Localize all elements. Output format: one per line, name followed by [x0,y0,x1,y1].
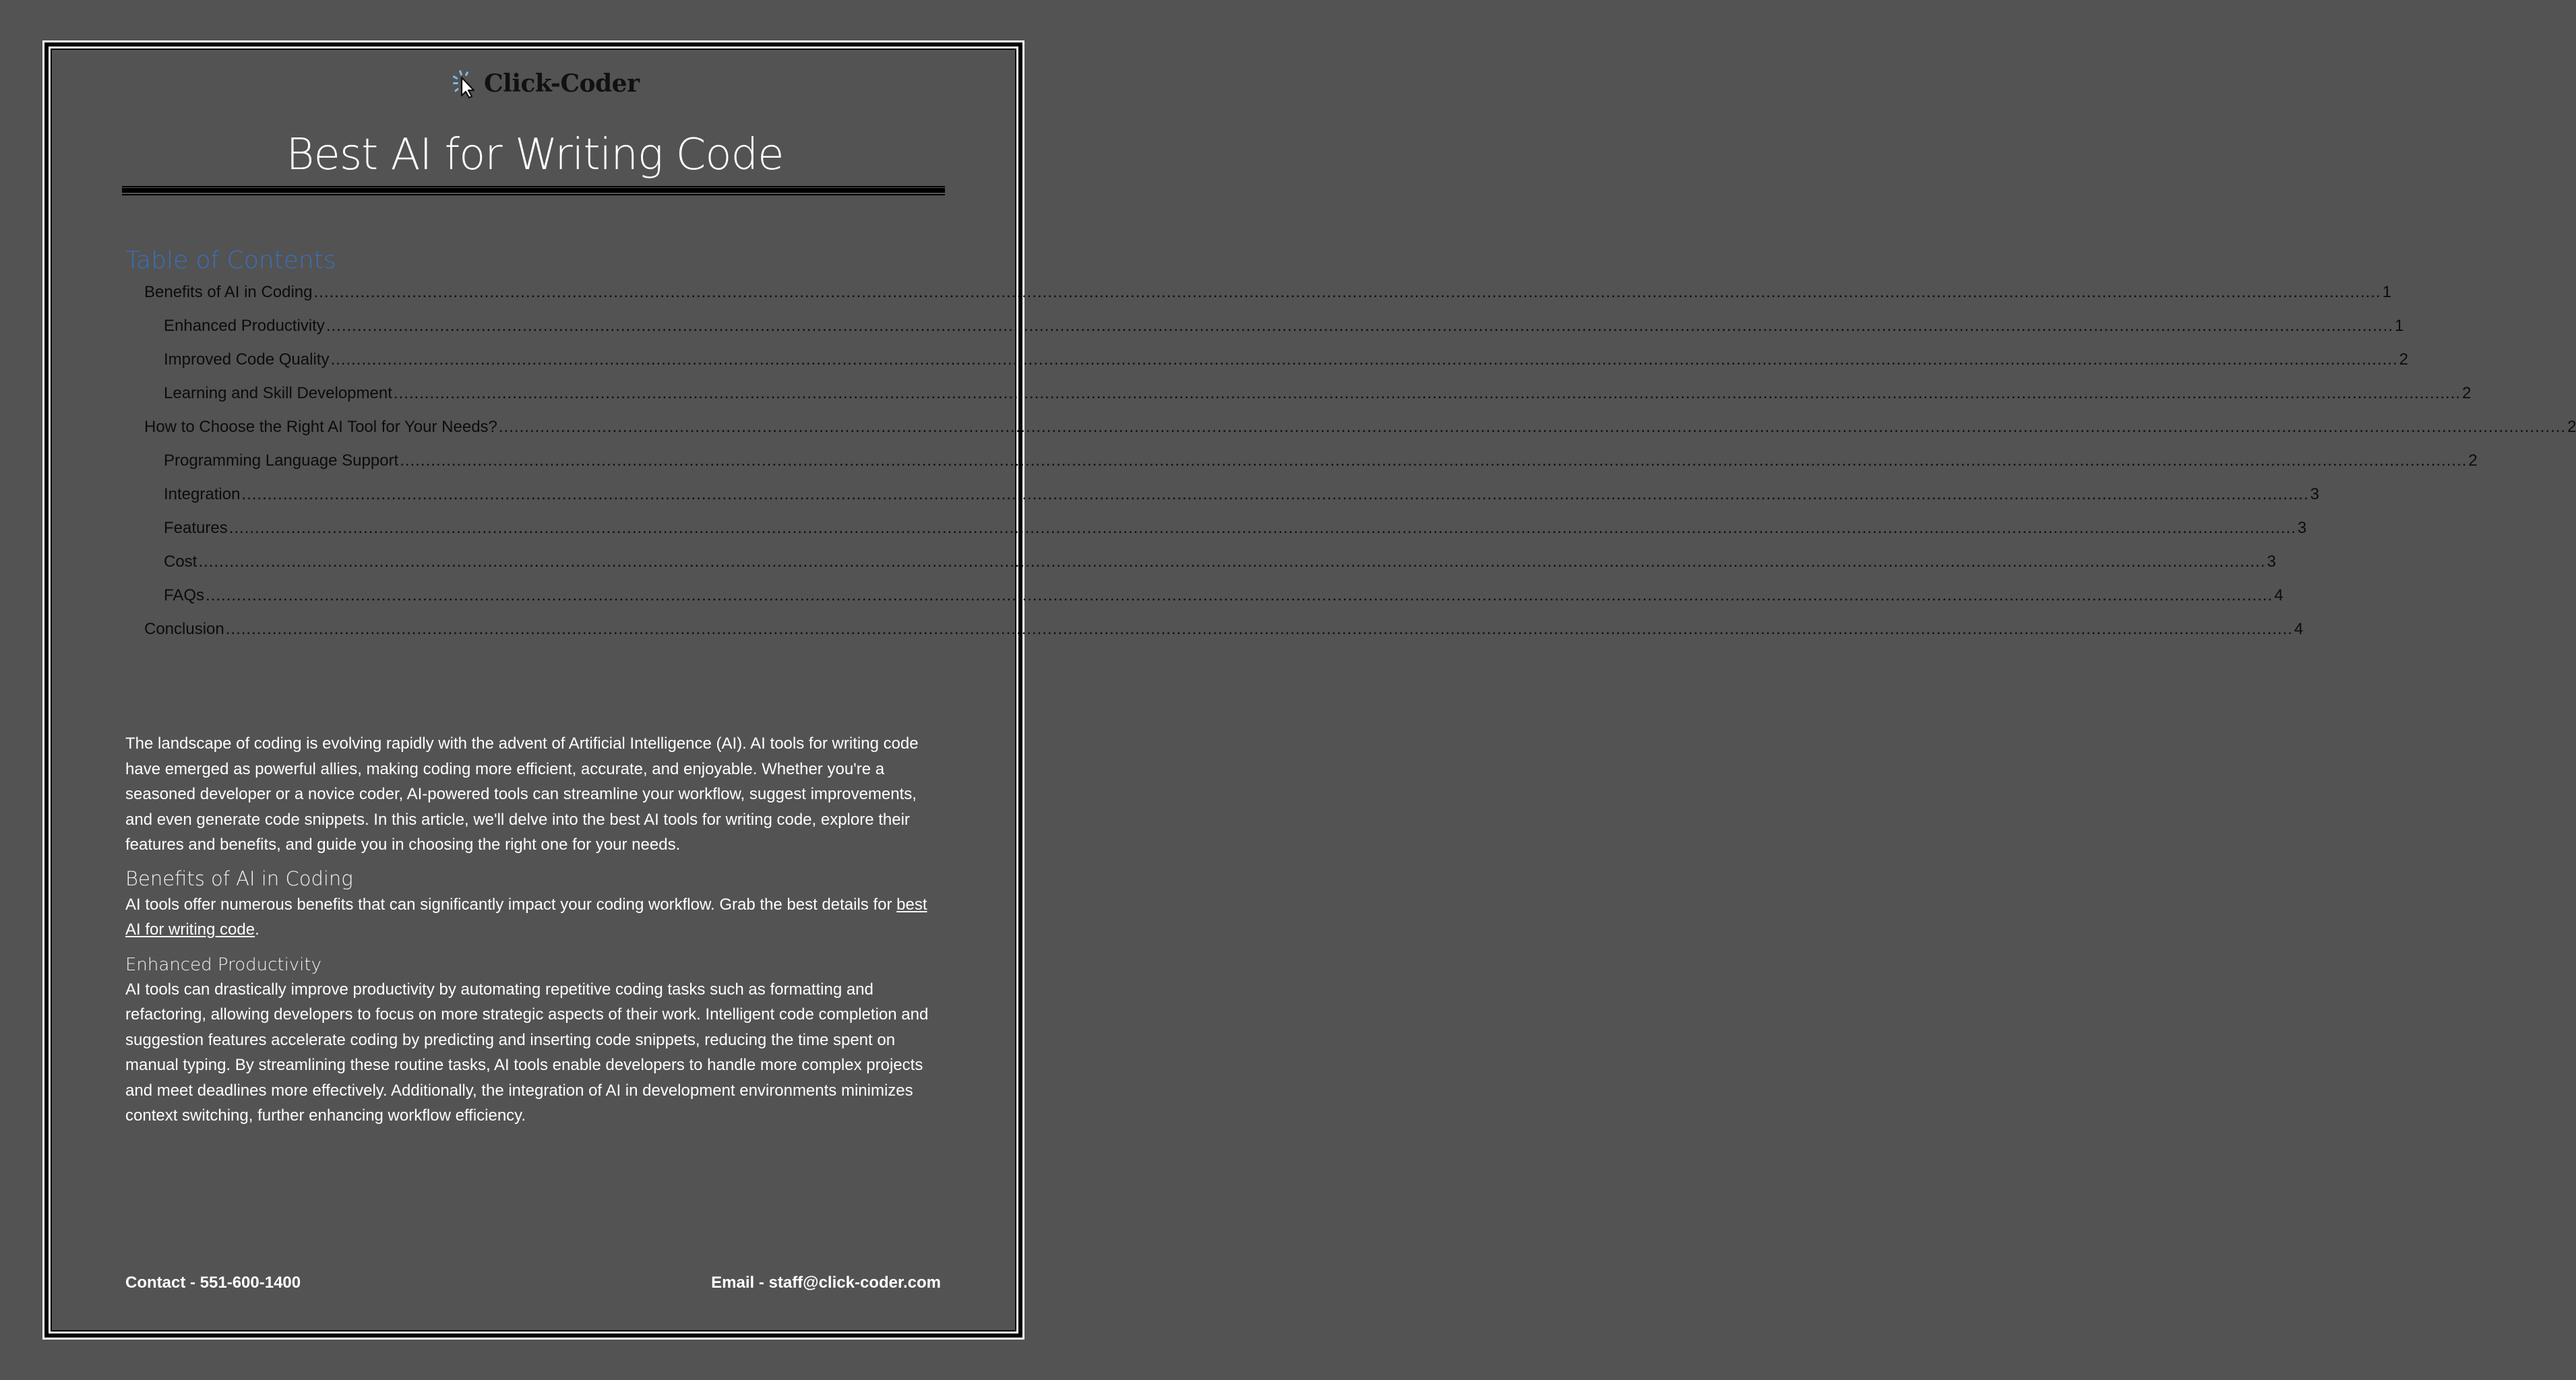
toc-leader-dots: ................................................................................................................................................................................................................................................................................................................................................................................................................ [393,384,2461,402]
benefits-text-end: . [255,920,259,939]
productivity-paragraph: AI tools can drastically improve productivity by automating repetitive coding tasks such as formatting and refactoring, allowing developers to focus on more strategic aspects of their work. Intelligent code completion and suggestion features accelerate coding by predicting and inserting code snippets, reducing the time spent on manual typing. By streamlining these routine tasks, AI tools enable developers to handle more complex projects and meet deadlines more effectively. Additionally, the integration of AI in development environments minimizes context switching, further enhancing workflow efficiency. [125,980,929,1125]
toc-item-integration[interactable] [164,478,2319,511]
toc-item-programming-language-support[interactable] [164,444,2478,478]
toc-item-label: Benefits of AI in Coding [144,283,313,301]
toc-item-label: Programming Language Support [164,451,399,470]
toc-item-label: Enhanced Productivity [164,317,325,335]
toc-item-page: 2 [2567,418,2576,436]
toc-item-page: 4 [2274,586,2283,604]
toc-item-improved-code-quality[interactable] [164,343,2408,377]
toc-leader-dots: ................................................................................................................................................................................................................................................................................................................................................................................................................ [313,283,2381,301]
best-ai-link[interactable]: best AI for writing code [125,895,927,939]
toc-leader-dots: ................................................................................................................................................................................................................................................................................................................................................................................................................ [400,451,2467,470]
toc-item-page: 1 [2382,283,2392,301]
page-title: Best AI for Writing Code [286,130,784,180]
toc-leader-dots: ................................................................................................................................................................................................................................................................................................................................................................................................................ [326,317,2393,335]
section-heading-benefits: Benefits of AI in Coding [125,867,353,890]
toc-item-label: Improved Code Quality [164,350,330,369]
toc-leader-dots: ................................................................................................................................................................................................................................................................................................................................................................................................................ [225,620,2293,638]
title-divider [122,186,945,197]
toc-item-page: 1 [2395,317,2404,335]
toc-leader-dots: ................................................................................................................................................................................................................................................................................................................................................................................................................ [198,553,2266,571]
page-border-innermost [51,49,1016,1331]
toc-item-label: Integration [164,485,241,503]
toc-item-enhanced-productivity[interactable] [164,309,2404,343]
toc-item-page: 2 [2462,384,2472,402]
logo-text: Click-Coder [484,69,640,98]
toc-item-label: Features [164,519,228,537]
section-heading-productivity: Enhanced Productivity [125,954,321,975]
toc-item-page: 4 [2294,620,2304,638]
toc-item-label: How to Choose the Right AI Tool for Your Needs? [144,418,497,436]
toc-leader-dots: ................................................................................................................................................................................................................................................................................................................................................................................................................ [206,586,2273,604]
footer-email[interactable]: Email - staff@click-coder.com [711,1274,941,1292]
toc-item-label: FAQs [164,586,205,604]
toc-leader-dots: ................................................................................................................................................................................................................................................................................................................................................................................................................ [498,418,2567,436]
toc-leader-dots: ................................................................................................................................................................................................................................................................................................................................................................................................................ [241,485,2309,503]
toc-item-faqs[interactable] [164,579,2283,613]
toc-leader-dots: ................................................................................................................................................................................................................................................................................................................................................................................................................ [228,519,2296,537]
footer-contact: Contact - 551-600-1400 [125,1274,301,1292]
logo [452,65,640,102]
toc-item-label: Cost [164,553,197,571]
benefits-paragraph [125,892,942,943]
benefits-text: AI tools offer numerous benefits that can significantly impact your coding workflow. Grab the best details for [125,895,897,914]
toc-leader-dots: ................................................................................................................................................................................................................................................................................................................................................................................................................ [330,350,2398,369]
toc-item-label: Learning and Skill Development [164,384,392,402]
toc-item-how-to-choose[interactable] [144,410,2576,444]
toc-item-label: Conclusion [144,620,224,638]
intro-paragraph: The landscape of coding is evolving rapidly with the advent of Artificial Intelligence (AI). AI tools for writing code have emerged as powerful allies, making coding more efficient, accurate, and enjoyable. Whether you're a seasoned developer or a novice coder, AI-powered tools can streamline your workflow, suggest improvements, and even generate code snippets. In this article, we'll delve into the best AI tools for writing code, explore their features and benefits, and guide you in choosing the right one for your needs. [125,734,919,854]
toc-item-page: 2 [2399,350,2408,369]
toc-item-conclusion[interactable] [144,613,2304,646]
toc-item-page: 3 [2297,519,2307,537]
toc-item-features[interactable] [164,511,2307,545]
toc-heading: Table of Contents [125,247,336,274]
toc-item-learning-and-skill-development[interactable] [164,377,2472,410]
toc-item-benefits-of-ai-in-coding[interactable] [144,276,2392,309]
toc-item-page: 2 [2468,451,2478,470]
toc-item-cost[interactable] [164,545,2276,579]
cursor-click-icon [452,69,481,98]
article-body [125,731,942,1129]
toc-item-page: 3 [2310,485,2319,503]
toc-item-page: 3 [2267,553,2276,571]
